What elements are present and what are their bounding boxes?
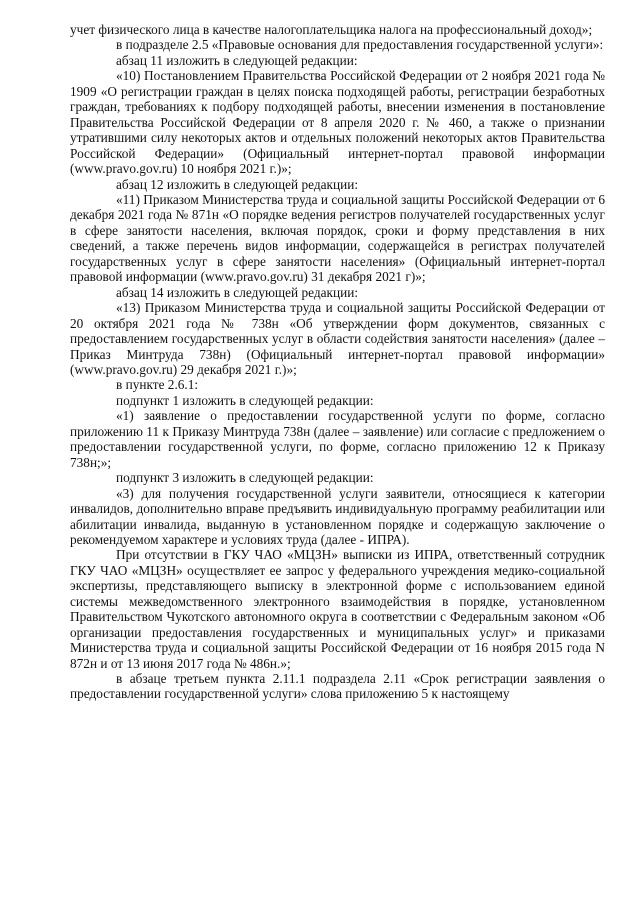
paragraph-6: «11) Приказом Министерства труда и социальной защиты Российской Федерации от 6 декабря 2021 года № 871н «О порядке ведения регистров получателей государственных услуг в сфере занятости населения, включая порядок, сроки и форму представления в них сведений, а также перечень видов информации, содержащейся в регистрах получателей государственных услуг в сфере занятости населения» (Официальный интернет-портал правовой информации (www.pravo.gov.ru) 31 декабря 2021 г)»; [70,191,605,285]
paragraph-12: подпункт 3 изложить в следующей редакции: [116,470,374,486]
paragraph-5: абзац 12 изложить в следующей редакции: [116,176,359,192]
paragraph-13: «3) для получения государственной услуги заявители, относящиеся к категории инвалидов, дополнительно вправе предъявить индивидуальную программу реабилитации или абилитации инвалида, выданную в установленном порядке и содержащую заключение о рекомендуемом характере и условиях труда (далее - ИПРА). [70,485,605,547]
paragraph-7: абзац 14 изложить в следующей редакции: [116,284,359,300]
paragraph-9: в пункте 2.6.1: [116,377,199,393]
paragraph-4: «10) Постановлением Правительства Российской Федерации от 2 ноября 2021 года № 1909 «О регистрации граждан в целях поиска подходящей работы, регистрации безработных граждан, требованиях к подбору подходящей работы, внесении изменения в постановление Правительства Российской Федерации от 8 апреля 2020 г. № 460, а также о признании утратившими силу некоторых актов и отдельных положений некоторых актов Правительства Российской Федерации» (Официальный интернет-портал правовой информации (www.pravo.gov.ru) 10 ноября 2021 г.)»; [70,68,605,177]
paragraph-11: «1) заявление о предоставлении государственной услуги по форме, согласно приложению 11 к Приказу Минтруда 738н (далее – заявление) или согласие с предложением о предоставлении государственной услуги, по форме, согласно приложению 12 к Приказу 738н;»; [70,408,605,470]
document-body [70,22,605,702]
paragraph-14: При отсутствии в ГКУ ЧАО «МЦЗН» выписки из ИПРА, ответственный сотрудник ГКУ ЧАО «МЦЗН» осуществляет ее запрос у федерального учреждения медико-социальной экспертизы, представляющего выписку в электронной форме с использованием единой системы межведомственного электронного взаимодействия в порядке, установленном Правительством Чукотского автономного округа в соответствии с Федеральным законом «Об организации предоставления государственных и муниципальных услуг» и приказами Министерства труда и социальной защиты Российской Федерации от 16 ноября 2015 года N 872н и от 13 июня 2017 года № 486н.»; [70,547,605,671]
paragraph-8: «13) Приказом Министерства труда и социальной защиты Российской Федерации от 20 октября 2021 года № 738н «Об утверждении форм документов, связанных с предоставлением государственных услуг в области содействия занятости населения» (далее – Приказ Минтруда 738н) (Официальный интернет-портал правовой информации» (www.pravo.gov.ru) 29 декабря 2021 г.)»; [70,300,605,377]
paragraph-2: в подразделе 2.5 «Правовые основания для предоставления государственной услуги»: [116,37,604,53]
paragraph-15: в абзаце третьем пункта 2.11.1 подраздела 2.11 «Срок регистрации заявления о предоставлении государственной услуги» слова приложению 5 к настоящему [70,671,605,702]
paragraph-10: подпункт 1 изложить в следующей редакции: [116,392,374,408]
paragraph-3: абзац 11 изложить в следующей редакции: [116,52,358,68]
paragraph-1: учет физического лица в качестве налогоплательщика налога на профессиональный доход»; [70,22,593,37]
